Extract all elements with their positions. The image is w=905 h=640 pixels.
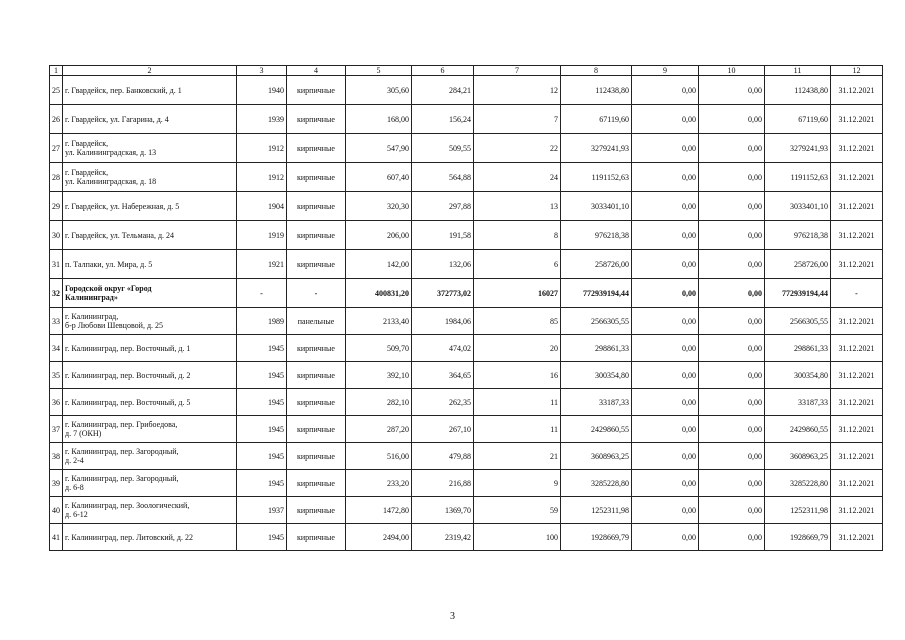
address-line: г. Гвардейск, [65, 139, 109, 148]
row-number-cell: 27 [50, 134, 63, 163]
row-number-cell: 35 [50, 362, 63, 389]
date-cell: 31.12.2021 [831, 335, 883, 362]
value-cell-10: 0,00 [699, 362, 765, 389]
material-cell: кирпичные [287, 416, 346, 443]
value-cell-7: 24 [474, 163, 561, 192]
table-row [50, 470, 883, 497]
table-row [50, 443, 883, 470]
date-cell: 31.12.2021 [831, 221, 883, 250]
value-cell-7: 11 [474, 389, 561, 416]
value-cell-7: 11 [474, 416, 561, 443]
address-line: г. Калининград, пер. Восточный, д. 1 [65, 343, 191, 353]
material-cell: кирпичные [287, 362, 346, 389]
value-cell-10: 0,00 [699, 443, 765, 470]
table-row [50, 221, 883, 250]
material-cell: кирпичные [287, 250, 346, 279]
table-row [50, 105, 883, 134]
value-cell-5: 2494,00 [346, 524, 412, 551]
value-cell-8: 3285228,80 [561, 470, 632, 497]
value-cell-6: 297,88 [412, 192, 474, 221]
address-cell [63, 497, 237, 524]
value-cell-6: 364,65 [412, 362, 474, 389]
value-cell-5: 2133,40 [346, 308, 412, 335]
date-cell: 31.12.2021 [831, 192, 883, 221]
table-row [50, 192, 883, 221]
value-cell-11: 3285228,80 [765, 470, 831, 497]
value-cell-9: 0,00 [632, 416, 699, 443]
year-cell: 1921 [237, 250, 287, 279]
housing-table [49, 65, 883, 551]
material-cell: кирпичные [287, 134, 346, 163]
value-cell-8: 1191152,63 [561, 163, 632, 192]
value-cell-9: 0,00 [632, 76, 699, 105]
value-cell-10: 0,00 [699, 105, 765, 134]
value-cell-11: 300354,80 [765, 362, 831, 389]
value-cell-9: 0,00 [632, 250, 699, 279]
value-cell-11: 1191152,63 [765, 163, 831, 192]
value-cell-9: 0,00 [632, 221, 699, 250]
material-cell: кирпичные [287, 524, 346, 551]
table-row [50, 524, 883, 551]
address-line: Городской округ «Город [65, 284, 152, 293]
value-cell-6: 2319,42 [412, 524, 474, 551]
address-line: д. 6-12 [65, 510, 88, 519]
material-cell: кирпичные [287, 105, 346, 134]
value-cell-8: 3279241,93 [561, 134, 632, 163]
column-number: 9 [632, 66, 699, 76]
value-cell-9: 0,00 [632, 279, 699, 308]
value-cell-7: 8 [474, 221, 561, 250]
date-cell: 31.12.2021 [831, 416, 883, 443]
row-number-cell: 29 [50, 192, 63, 221]
row-number-cell: 30 [50, 221, 63, 250]
year-cell: 1904 [237, 192, 287, 221]
value-cell-11: 3033401,10 [765, 192, 831, 221]
address-line: г. Калининград, пер. Загородный, [65, 447, 179, 456]
value-cell-8: 1928669,79 [561, 524, 632, 551]
value-cell-11: 2566305,55 [765, 308, 831, 335]
column-number: 2 [63, 66, 237, 76]
value-cell-9: 0,00 [632, 497, 699, 524]
column-number: 6 [412, 66, 474, 76]
value-cell-10: 0,00 [699, 308, 765, 335]
date-cell: 31.12.2021 [831, 163, 883, 192]
date-cell: 31.12.2021 [831, 497, 883, 524]
value-cell-7: 20 [474, 335, 561, 362]
value-cell-8: 33187,33 [561, 389, 632, 416]
date-cell: 31.12.2021 [831, 443, 883, 470]
value-cell-8: 3033401,10 [561, 192, 632, 221]
table-row [50, 389, 883, 416]
address-line: г. Гвардейск, ул. Набережная, д. 5 [65, 201, 180, 211]
value-cell-10: 0,00 [699, 524, 765, 551]
column-number: 8 [561, 66, 632, 76]
value-cell-9: 0,00 [632, 335, 699, 362]
date-cell: 31.12.2021 [831, 250, 883, 279]
date-cell: 31.12.2021 [831, 134, 883, 163]
value-cell-5: 547,90 [346, 134, 412, 163]
material-cell: кирпичные [287, 163, 346, 192]
address-line: г. Калининград, пер. Восточный, д. 2 [65, 370, 191, 380]
value-cell-6: 1369,70 [412, 497, 474, 524]
date-cell: - [831, 279, 883, 308]
row-number-cell: 25 [50, 76, 63, 105]
value-cell-5: 1472,80 [346, 497, 412, 524]
date-cell: 31.12.2021 [831, 308, 883, 335]
row-number-cell: 28 [50, 163, 63, 192]
value-cell-7: 6 [474, 250, 561, 279]
value-cell-7: 12 [474, 76, 561, 105]
value-cell-7: 9 [474, 470, 561, 497]
value-cell-9: 0,00 [632, 192, 699, 221]
row-number-cell: 31 [50, 250, 63, 279]
address-line: г. Калининград, пер. Грибоедова, [65, 420, 178, 429]
value-cell-9: 0,00 [632, 105, 699, 134]
value-cell-5: 516,00 [346, 443, 412, 470]
address-cell [63, 308, 237, 335]
value-cell-6: 1984,06 [412, 308, 474, 335]
value-cell-7: 7 [474, 105, 561, 134]
value-cell-6: 284,21 [412, 76, 474, 105]
value-cell-10: 0,00 [699, 470, 765, 497]
value-cell-11: 112438,80 [765, 76, 831, 105]
value-cell-5: 168,00 [346, 105, 412, 134]
year-cell: - [237, 279, 287, 308]
row-number-cell: 32 [50, 279, 63, 308]
address-line: г. Гвардейск, ул. Тельмана, д. 24 [65, 230, 175, 240]
year-cell: 1945 [237, 362, 287, 389]
address-cell [63, 279, 237, 308]
table-row-subtotal [50, 279, 883, 308]
address-cell [63, 76, 237, 105]
date-cell: 31.12.2021 [831, 389, 883, 416]
address-line: г. Калининград, пер. Литовский, д. 22 [65, 532, 193, 542]
material-cell: кирпичные [287, 221, 346, 250]
value-cell-10: 0,00 [699, 134, 765, 163]
value-cell-5: 206,00 [346, 221, 412, 250]
value-cell-11: 298861,33 [765, 335, 831, 362]
value-cell-9: 0,00 [632, 134, 699, 163]
table-row [50, 163, 883, 192]
address-line: г. Гвардейск, ул. Гагарина, д. 4 [65, 114, 169, 124]
address-line: г. Калининград, [65, 312, 119, 321]
row-number-cell: 34 [50, 335, 63, 362]
value-cell-8: 2429860,55 [561, 416, 632, 443]
value-cell-5: 607,40 [346, 163, 412, 192]
address-cell [63, 105, 237, 134]
table-row [50, 497, 883, 524]
column-number: 7 [474, 66, 561, 76]
address-line: г. Гвардейск, [65, 168, 109, 177]
value-cell-7: 13 [474, 192, 561, 221]
value-cell-6: 191,58 [412, 221, 474, 250]
year-cell: 1945 [237, 335, 287, 362]
value-cell-8: 112438,80 [561, 76, 632, 105]
table-row [50, 76, 883, 105]
value-cell-6: 479,88 [412, 443, 474, 470]
value-cell-11: 33187,33 [765, 389, 831, 416]
year-cell: 1945 [237, 416, 287, 443]
address-cell [63, 470, 237, 497]
value-cell-11: 3279241,93 [765, 134, 831, 163]
table-row [50, 362, 883, 389]
value-cell-6: 156,24 [412, 105, 474, 134]
value-cell-5: 509,70 [346, 335, 412, 362]
value-cell-11: 2429860,55 [765, 416, 831, 443]
material-cell: панельные [287, 308, 346, 335]
value-cell-8: 258726,00 [561, 250, 632, 279]
address-cell [63, 221, 237, 250]
year-cell: 1912 [237, 163, 287, 192]
value-cell-6: 262,35 [412, 389, 474, 416]
value-cell-7: 100 [474, 524, 561, 551]
material-cell: кирпичные [287, 335, 346, 362]
value-cell-10: 0,00 [699, 192, 765, 221]
address-line: б-р Любови Шевцовой, д. 25 [65, 321, 164, 330]
value-cell-7: 59 [474, 497, 561, 524]
date-cell: 31.12.2021 [831, 105, 883, 134]
value-cell-10: 0,00 [699, 163, 765, 192]
material-cell: кирпичные [287, 443, 346, 470]
year-cell: 1939 [237, 105, 287, 134]
value-cell-9: 0,00 [632, 163, 699, 192]
column-number: 10 [699, 66, 765, 76]
material-cell: - [287, 279, 346, 308]
column-number: 4 [287, 66, 346, 76]
address-cell [63, 250, 237, 279]
value-cell-7: 22 [474, 134, 561, 163]
table-row [50, 250, 883, 279]
value-cell-10: 0,00 [699, 389, 765, 416]
value-cell-8: 3608963,25 [561, 443, 632, 470]
value-cell-10: 0,00 [699, 76, 765, 105]
value-cell-5: 142,00 [346, 250, 412, 279]
row-number-cell: 33 [50, 308, 63, 335]
value-cell-8: 67119,60 [561, 105, 632, 134]
value-cell-5: 392,10 [346, 362, 412, 389]
year-cell: 1919 [237, 221, 287, 250]
date-cell: 31.12.2021 [831, 524, 883, 551]
value-cell-10: 0,00 [699, 221, 765, 250]
value-cell-10: 0,00 [699, 250, 765, 279]
table-row [50, 308, 883, 335]
value-cell-7: 85 [474, 308, 561, 335]
value-cell-6: 372773,02 [412, 279, 474, 308]
date-cell: 31.12.2021 [831, 362, 883, 389]
value-cell-8: 2566305,55 [561, 308, 632, 335]
row-number-cell: 41 [50, 524, 63, 551]
year-cell: 1937 [237, 497, 287, 524]
value-cell-10: 0,00 [699, 335, 765, 362]
address-cell [63, 192, 237, 221]
value-cell-9: 0,00 [632, 524, 699, 551]
column-number: 3 [237, 66, 287, 76]
value-cell-11: 3608963,25 [765, 443, 831, 470]
value-cell-5: 305,60 [346, 76, 412, 105]
value-cell-11: 772939194,44 [765, 279, 831, 308]
year-cell: 1945 [237, 524, 287, 551]
address-line: г. Калининград, пер. Загородный, [65, 474, 179, 483]
address-line: г. Гвардейск, пер. Банковский, д. 1 [65, 85, 182, 95]
column-number-row [50, 66, 883, 76]
value-cell-7: 16 [474, 362, 561, 389]
table-row [50, 335, 883, 362]
value-cell-5: 287,20 [346, 416, 412, 443]
value-cell-11: 1252311,98 [765, 497, 831, 524]
address-line: п. Талпаки, ул. Мира, д. 5 [65, 259, 153, 269]
table-row [50, 416, 883, 443]
address-cell [63, 524, 237, 551]
column-number: 5 [346, 66, 412, 76]
material-cell: кирпичные [287, 389, 346, 416]
row-number-cell: 37 [50, 416, 63, 443]
value-cell-5: 320,30 [346, 192, 412, 221]
value-cell-8: 1252311,98 [561, 497, 632, 524]
address-cell [63, 134, 237, 163]
value-cell-6: 509,55 [412, 134, 474, 163]
year-cell: 1945 [237, 443, 287, 470]
year-cell: 1940 [237, 76, 287, 105]
value-cell-10: 0,00 [699, 497, 765, 524]
date-cell: 31.12.2021 [831, 470, 883, 497]
value-cell-9: 0,00 [632, 362, 699, 389]
value-cell-10: 0,00 [699, 416, 765, 443]
value-cell-6: 474,02 [412, 335, 474, 362]
date-cell: 31.12.2021 [831, 76, 883, 105]
address-line: г. Калининград, пер. Зоологический, [65, 501, 190, 510]
value-cell-9: 0,00 [632, 308, 699, 335]
value-cell-5: 233,20 [346, 470, 412, 497]
address-line: Калининград» [65, 293, 118, 302]
address-line: г. Калининград, пер. Восточный, д. 5 [65, 397, 191, 407]
address-cell [63, 335, 237, 362]
value-cell-11: 1928669,79 [765, 524, 831, 551]
row-number-cell: 38 [50, 443, 63, 470]
value-cell-5: 282,10 [346, 389, 412, 416]
page-number: 3 [450, 611, 455, 622]
material-cell: кирпичные [287, 76, 346, 105]
value-cell-11: 67119,60 [765, 105, 831, 134]
value-cell-6: 216,88 [412, 470, 474, 497]
column-number: 11 [765, 66, 831, 76]
table-row [50, 134, 883, 163]
value-cell-8: 298861,33 [561, 335, 632, 362]
row-number-cell: 26 [50, 105, 63, 134]
value-cell-11: 976218,38 [765, 221, 831, 250]
column-number: 12 [831, 66, 883, 76]
address-cell [63, 416, 237, 443]
value-cell-9: 0,00 [632, 470, 699, 497]
address-cell [63, 389, 237, 416]
address-cell [63, 443, 237, 470]
value-cell-11: 258726,00 [765, 250, 831, 279]
address-line: ул. Калининградская, д. 13 [65, 148, 157, 157]
column-number: 1 [50, 66, 63, 76]
year-cell: 1945 [237, 470, 287, 497]
year-cell: 1945 [237, 389, 287, 416]
address-cell [63, 163, 237, 192]
material-cell: кирпичные [287, 470, 346, 497]
row-number-cell: 39 [50, 470, 63, 497]
value-cell-8: 300354,80 [561, 362, 632, 389]
address-line: ул. Калининградская, д. 18 [65, 177, 157, 186]
row-number-cell: 36 [50, 389, 63, 416]
value-cell-5: 400831,20 [346, 279, 412, 308]
value-cell-7: 16027 [474, 279, 561, 308]
address-cell [63, 362, 237, 389]
value-cell-9: 0,00 [632, 443, 699, 470]
address-line: д. 2-4 [65, 456, 84, 465]
row-number-cell: 40 [50, 497, 63, 524]
year-cell: 1989 [237, 308, 287, 335]
value-cell-9: 0,00 [632, 389, 699, 416]
value-cell-6: 132,06 [412, 250, 474, 279]
year-cell: 1912 [237, 134, 287, 163]
address-line: д. 6-8 [65, 483, 84, 492]
material-cell: кирпичные [287, 192, 346, 221]
value-cell-10: 0,00 [699, 279, 765, 308]
address-line: д. 7 (ОКН) [65, 429, 102, 438]
value-cell-6: 267,10 [412, 416, 474, 443]
value-cell-8: 976218,38 [561, 221, 632, 250]
value-cell-8: 772939194,44 [561, 279, 632, 308]
value-cell-7: 21 [474, 443, 561, 470]
value-cell-6: 564,88 [412, 163, 474, 192]
material-cell: кирпичные [287, 497, 346, 524]
